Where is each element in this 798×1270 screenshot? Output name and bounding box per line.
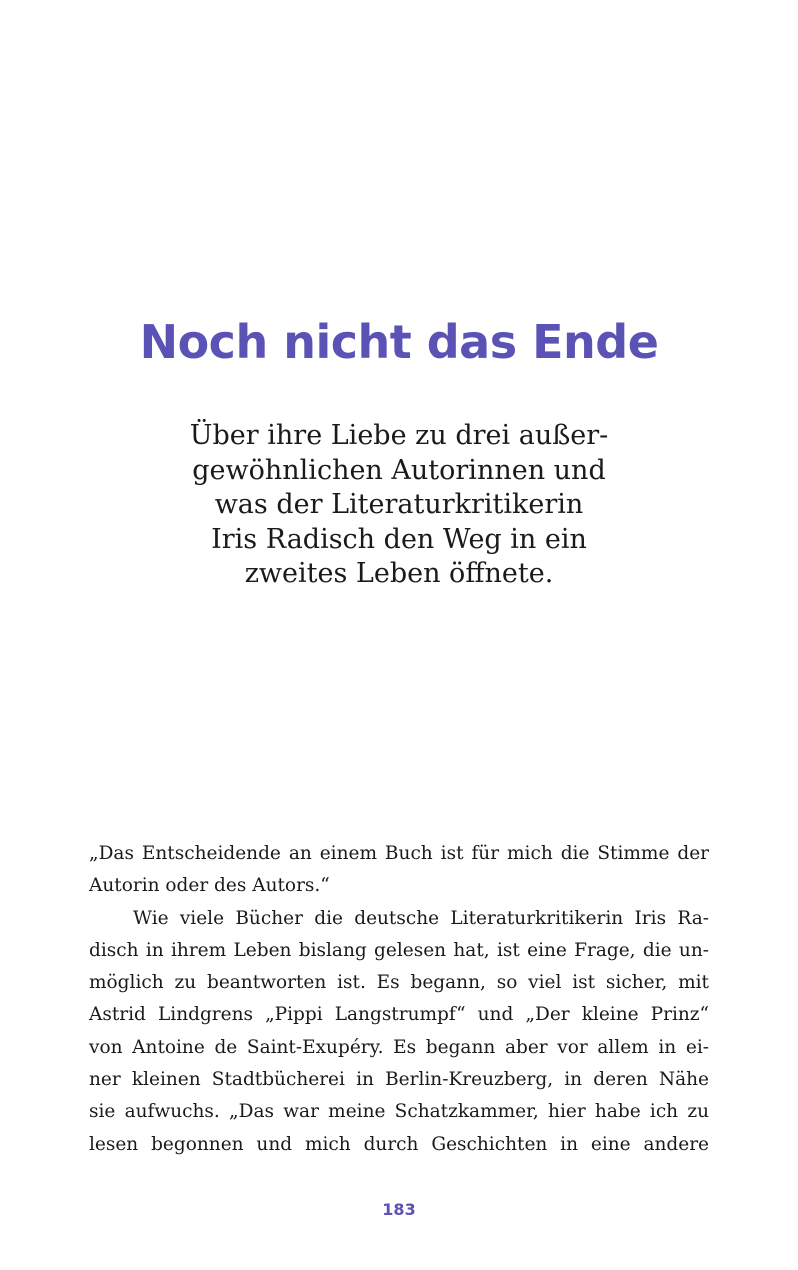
body-line: möglich zu beantworten ist. Es begann, so viel ist sicher, mit [89, 972, 709, 994]
chapter-title: Noch nicht das Ende [139, 315, 659, 369]
subtitle-line: Iris Radisch den Weg in ein [211, 523, 587, 555]
body-line: von Antoine de Saint-Exupéry. Es begann aber vor allem in ei- [89, 1036, 709, 1058]
chapter-subtitle [169, 419, 629, 592]
subtitle-line: gewöhnlichen Autorinnen und [192, 454, 606, 486]
body-line: sie aufwuchs. „Das war meine Schatzkammer, hier habe ich zu [89, 1101, 709, 1123]
body-line: Astrid Lindgrens „Pippi Langstrumpf“ und „Der kleine Prinz“ [89, 1004, 709, 1026]
subtitle-line: was der Literaturkritikerin [214, 489, 584, 520]
page-number: 183 [382, 1200, 416, 1219]
subtitle-line: Über ihre Liebe zu drei außer- [189, 420, 609, 451]
body-line: disch in ihrem Leben bislang gelesen hat, ist eine Frage, die un- [89, 939, 709, 961]
body-line: Wie viele Bücher die deutsche Literaturkritikerin Iris Ra- [133, 907, 709, 929]
body-line: „Das Entscheidende an einem Buch ist für mich die Stimme der [89, 843, 709, 864]
body-line: lesen begonnen und mich durch Geschichten in eine andere [89, 1133, 709, 1155]
body-line: Autorin oder des Autors.“ [89, 875, 330, 897]
subtitle-line: zweites Leben öffnete. [244, 558, 554, 589]
body-line: ner kleinen Stadtbücherei in Berlin-Kreuzberg, in deren Nähe [89, 1069, 709, 1091]
body-text [89, 838, 709, 1161]
